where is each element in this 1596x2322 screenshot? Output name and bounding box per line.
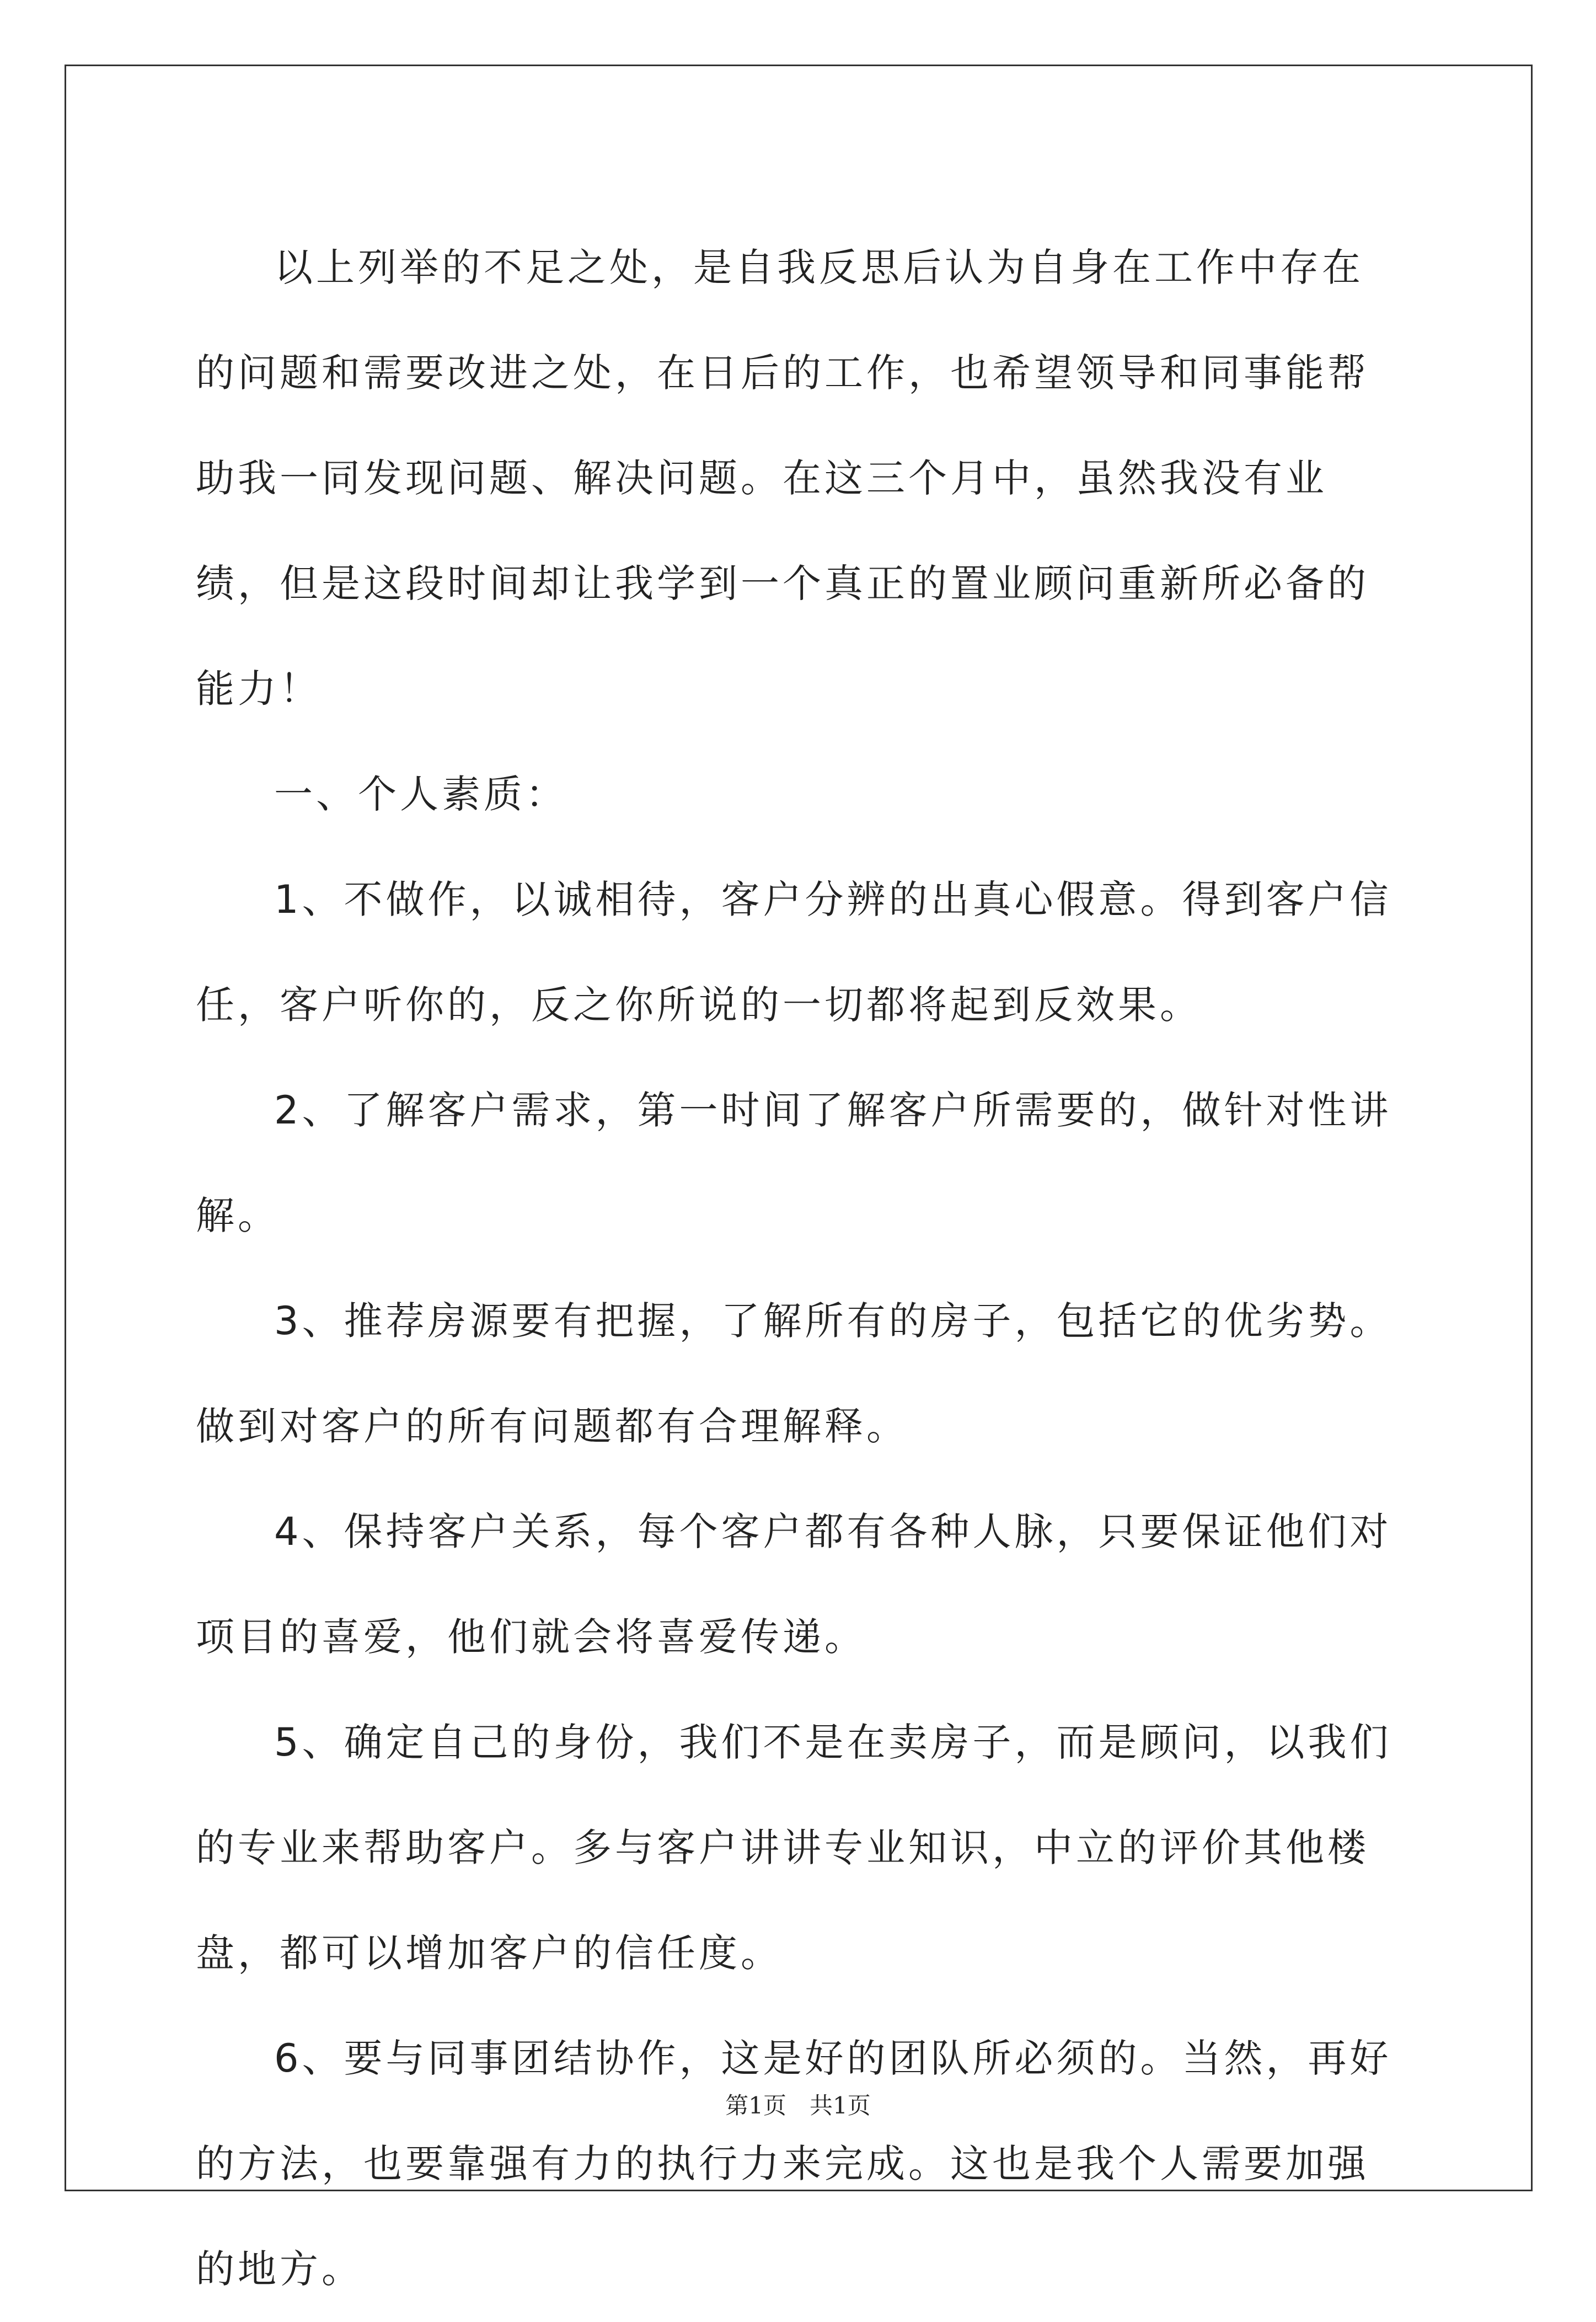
document-body: [196, 215, 1404, 2322]
paragraph-item-3: 3、推荐房源要有把握，了解所有的房子，包括它的优劣势。做到对客户的所有问题都有合理解释。: [196, 1298, 1392, 1449]
page-number-footer: 第1页 共1页: [725, 2092, 871, 2119]
paragraph-item-5: 5、确定自己的身份，我们不是在卖房子，而是顾问，以我们的专业来帮助客户。多与客户讲讲专业知识，中立的评价其他楼盘，都可以增加客户的信任度。: [196, 1720, 1392, 1976]
paragraph-intro: 以上列举的不足之处，是自我反思后认为自身在工作中存在的问题和需要改进之处，在日后的工作，也希望领导和同事能帮助我一同发现问题、解决问题。在这三个月中，虽然我没有业绩，但是这段时间却让我学到一个真正的置业顾问重新所必备的能力！: [196, 245, 1369, 711]
paragraph-item-4: 4、保持客户关系，每个客户都有各种人脉，只要保证他们对项目的喜爱，他们就会将喜爱传递。: [196, 1509, 1392, 1660]
section-heading-personal-quality: 一、个人素质：: [274, 772, 567, 817]
paragraph-item-6: 6、要与同事团结协作，这是好的团队所必须的。当然，再好的方法，也要靠强有力的执行力来完成。这也是我个人需要加强的地方。: [196, 2036, 1392, 2292]
paragraph-item-2: 2、了解客户需求，第一时间了解客户所需要的，做针对性讲解。: [196, 1088, 1392, 1238]
paragraph-item-1: 1、不做作，以诚相待，客户分辨的出真心假意。得到客户信任，客户听你的，反之你所说的一切都将起到反效果。: [196, 877, 1392, 1028]
